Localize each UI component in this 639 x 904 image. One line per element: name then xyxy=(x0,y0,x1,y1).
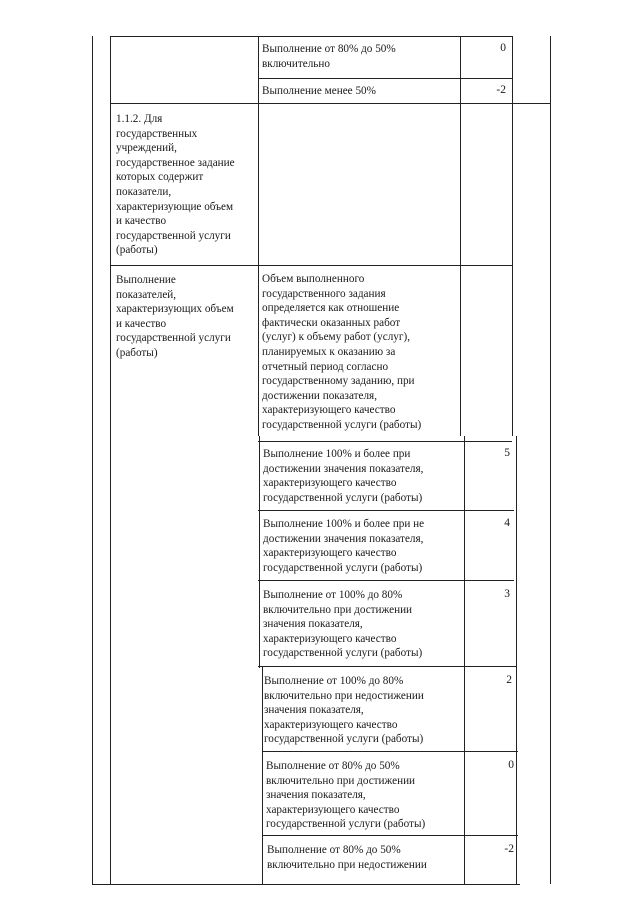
column-rule xyxy=(92,36,93,884)
row-rule xyxy=(258,580,514,581)
condition-cell: Выполнение от 100% до 80% включительно при достижении значения показателя, характеризующего качество государственной услуги (работы) xyxy=(263,589,423,660)
row-rule xyxy=(110,265,512,266)
condition-cell: Выполнение менее 50% xyxy=(262,85,376,97)
score-cell: 3 xyxy=(504,588,510,600)
condition-cell: Выполнение 100% и более при не достижении значения показателя, характеризующего качество государственной услуги (работы) xyxy=(263,518,425,574)
score-cell: 2 xyxy=(506,674,512,686)
score-cell: -2 xyxy=(504,843,514,855)
row-rule xyxy=(262,751,518,752)
column-rule xyxy=(512,36,513,436)
row-rule xyxy=(258,78,512,79)
condition-cell: Выполнение от 100% до 80% включительно при недостижении значения показателя, характеризующего качество государственной услуги (работы) xyxy=(264,675,424,746)
row-rule xyxy=(258,510,514,511)
score-cell: 0 xyxy=(500,42,506,54)
column-rule xyxy=(259,436,260,668)
row-rule xyxy=(110,103,550,104)
column-rule xyxy=(262,666,263,884)
score-cell: -2 xyxy=(496,84,506,96)
condition-cell: Выполнение от 80% до 50% включительно при недостижении xyxy=(267,844,427,871)
criterion-cell: Выполнение показателей, характеризующих объем и качество государственной услуги (работы) xyxy=(116,274,234,359)
score-cell: 4 xyxy=(504,517,510,529)
column-rule xyxy=(516,436,517,884)
column-rule xyxy=(550,36,551,884)
column-rule xyxy=(460,36,461,436)
condition-cell: Выполнение от 80% до 50% включительно при достижении значения показателя, характеризующего качество государственной услуги (работы) xyxy=(266,760,426,831)
criterion-cell: 1.1.2. Для государственных учреждений, государственное задание которых содержит показатели, характеризующие объем и качество государственной услуги (работы) xyxy=(116,113,235,257)
row-rule xyxy=(258,441,512,442)
row-rule xyxy=(92,884,520,885)
score-cell: 5 xyxy=(504,447,510,459)
condition-cell: Выполнение 100% и более при достижении значения показателя, характеризующего качество государственной услуги (работы) xyxy=(263,448,424,504)
column-rule xyxy=(110,36,111,884)
row-rule xyxy=(110,36,512,37)
condition-cell: Объем выполненного государственного задания определяется как отношение фактически оказанных работ (услуг) к объему работ (услуг), планируемых к оказанию за отчетный период согласно государственному заданию, при достижении показателя, характеризующего качество государственной услуги (работы) xyxy=(262,273,422,431)
row-rule xyxy=(262,835,518,836)
score-cell: 0 xyxy=(508,759,514,771)
column-rule xyxy=(464,436,465,884)
column-rule xyxy=(258,36,259,436)
row-rule xyxy=(258,666,516,667)
condition-cell: Выполнение от 80% до 50% включительно xyxy=(262,43,396,70)
